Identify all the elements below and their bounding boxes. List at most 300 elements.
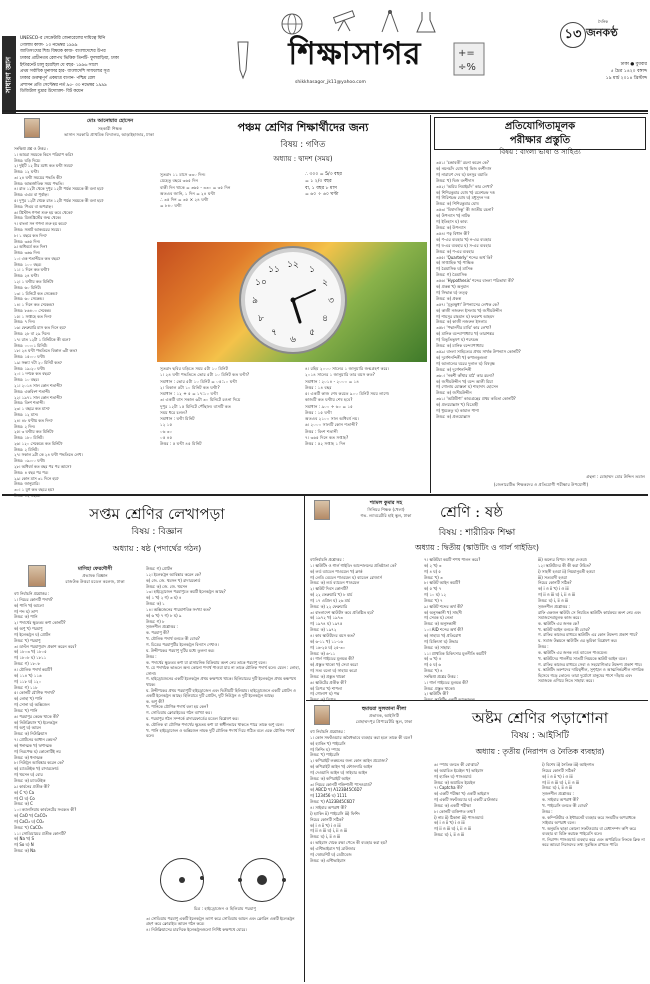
text-line: ক) শিশিরকুমার ঘোষ খ) রমেশচন্দ্র দত্ত — [436, 189, 495, 195]
text-line: উত্তর: ক) C — [14, 801, 33, 807]
section-chapter: অধ্যায় : দ্বিতীয় (স্কাউটিং ও গার্ল গাইডিং) — [415, 543, 539, 552]
competitive-column — [436, 160, 644, 420]
text-line: ক. সাইবার অপরাধ কী? — [542, 797, 579, 803]
text-line: = ৬০ ÷ ৬০ ঘণ্টা — [305, 192, 339, 198]
text-line: ৭। বাংলা সন গণনা শুরু হয় কবে? — [14, 221, 67, 227]
text-line: ৯। কার্বনের প্রতীক কী? — [14, 783, 50, 789]
text-line: ৪। সাইবার অপরাধ কী? — [310, 804, 347, 810]
text-line: গ) ৪ ঘ) ৫ — [424, 568, 441, 574]
class7-col2 — [146, 566, 300, 739]
section-tag: সাধারণ জ্ঞান — [2, 36, 16, 114]
text-line: উত্তর: ৩৬৫ দিন। — [14, 238, 41, 244]
text-line: উত্তর: ঘ) i, ii ও iii — [434, 832, 465, 838]
text-line: উত্তর: ক) ১ — [146, 601, 165, 607]
svg-text:÷%: ÷% — [458, 62, 476, 73]
text-line: উত্তর: ক) উপন্যাস — [436, 224, 466, 230]
text-line: ৫। একটি কাজ শেষ করতে ৯০০ মিনিট সময় লাগে। — [305, 391, 390, 397]
svg-text:৫: ৫ — [309, 328, 315, 338]
author-photo — [24, 118, 40, 138]
text-line: উত্তর: ১০ বছর। — [14, 377, 39, 383]
text-line: খ. মৌলিক পদার্থ বলতে কী বোঝ? — [146, 636, 200, 642]
text-line: ৪। কাব স্কাউটদের বয়স কত? — [310, 632, 355, 638]
text-line: উত্তর: ক) শিশিরকুমার ঘোষ — [436, 201, 479, 207]
credit-line: গ্রন্থনা : মোহাম্মদ মোর উদ্দিন তমাল — [586, 474, 645, 479]
text-line: ক) লোহা খ) পানি — [14, 696, 43, 702]
text-line: ২। বিকাল ৫টা ১০ মিনিট কত ঘণ্টা? — [160, 384, 220, 390]
text-line: উত্তর: জানুয়ারি। — [14, 481, 40, 487]
class8-col1 — [310, 729, 430, 863]
text-line: দুপুর ১২টা ১৫ মিনিটে পৌঁছাল। বাসটি কত — [160, 403, 231, 409]
text-line: ১০। এক শতাব্দীতে কত বছর? — [14, 255, 61, 261]
text-line: গ) থমসন ঘ) বোর — [14, 772, 43, 778]
text-line: উত্তর: ২ দিন। — [14, 423, 36, 429]
text-line: উত্তর: ৭ দিন। — [14, 319, 36, 325]
text-line: ৩৫৯। বাংলা সাহিত্যের প্রথম সার্থক উপন্যাস কোনটি? — [436, 349, 521, 354]
text-line: i) নাম ii) ঠিকানা iii) পাসওয়ার্ড — [434, 814, 484, 820]
text-line: উত্তর: একবিংশ শতাব্দী। — [14, 388, 51, 394]
nucleus-icon — [179, 877, 185, 883]
text-line: ৩৫৮। 'পদ্মানদীর মাঝি' কার লেখা? — [436, 325, 492, 331]
text-line: ১। আমরা সময়কে কিসে পরিমাপ করি? — [14, 151, 74, 157]
author-name: হুমায়রা সুলতানা নীলা — [361, 706, 407, 712]
brand-small: দৈনিক — [598, 19, 609, 24]
text-line: ক) কাজী নজরুল ইসলাম খ) জসীমউদ্দীন — [436, 307, 502, 313]
text-line: সমাধান : ২০১৪ - ২০০০ = ১৪ — [305, 378, 359, 384]
text-line: উত্তর: ক) ণ-এর ব্যবহার — [436, 248, 474, 254]
text-line: ২৫। ৩ ঘণ্টায় কত মিনিট? — [14, 429, 54, 435]
text-line: ৩৫৪। ণত্ব বিধান কী? — [436, 230, 470, 236]
section-chapter: অধ্যায় : তৃতীয় (নিরাপদ ও নৈতিক ব্যবহার) — [475, 747, 605, 756]
text-line: গ) সেবক ঘ) নেতা — [424, 615, 454, 621]
electron-icon — [282, 878, 286, 882]
text-line: ৬। স্কাউটের প্রতীক কী? — [310, 679, 347, 685]
text-line: ক) i ও ii খ) i ও iii — [434, 820, 465, 826]
text-line: ক) ৬-১১ খ) ১১-১৬ — [310, 638, 343, 644]
text-line: ২৭। সকাল ৯টা কে ২৪ ঘণ্টা পদ্ধতিতে লেখ। — [14, 452, 83, 458]
text-line: সময় ধরে চলল? — [160, 409, 188, 415]
class7-col1 — [14, 591, 142, 854]
text-line: উত্তর : — [538, 644, 549, 650]
text-line: গ) গোলাম মোস্তফা ঘ) শাহাদাৎ হোসেন — [436, 384, 499, 390]
text-line: গ. চিত্রের পরমাণুটির ইলেকট্রন বিন্যাস দেখাও। — [146, 641, 219, 647]
text-line: গ. রাফির কাজের মাধ্যমে স্কাউটিং এর কোন উদ্দেশ্য প্রকাশ পায়? — [538, 632, 638, 638]
nucleus-icon — [257, 875, 267, 885]
text-line: ক) অনুসন্ধানী খ) সাহসী — [424, 609, 462, 615]
text-line: ক) প্রকল্প খ) অনুমান — [436, 284, 469, 290]
svg-text:১০: ১০ — [255, 278, 267, 288]
text-line: ০৬ ৩০ — [160, 428, 173, 434]
text-line: ৩৬০। 'নকশী কাঁথার মাঠ' কার রচনা? — [436, 372, 495, 378]
text-line: বা, ১ বছর ৮ মাস — [305, 185, 337, 191]
text-line: উত্তর: ৬০ মিনিট। — [14, 284, 42, 290]
text-line: ২১। ২০১৪ সাল কোন শতাব্দী? — [14, 383, 63, 389]
text-line: উত্তর: ১২ ঘণ্টা। — [14, 169, 39, 175]
text-line: ১৪। ১ দিনে কত সেকেন্ড? — [14, 302, 55, 308]
svg-text:৪: ৪ — [322, 314, 328, 324]
text-line: i) বিশেষ ii) নৈতিক iii) আইনগত — [542, 762, 595, 767]
text-line: ৯। স্কাউট শব্দের অর্থ কী? — [424, 603, 463, 609]
text-line: ৩৬১। 'অগ্নিবীণা' কাব্যগ্রন্থের প্রথম কবিতা কোনটি? — [436, 396, 516, 402]
text-line: উত্তর: ক) অনুসন্ধানী — [424, 621, 457, 627]
text-line: উত্তর: খ) ৩ — [424, 574, 443, 580]
text-line: রাফি একজন স্কাউট। সে নিয়মিত স্কাউটিং কার্যক্রমে অংশ নেয় এবং সমাজসেবামূলক কাজ করে। — [538, 609, 641, 620]
svg-text:৭: ৭ — [271, 328, 277, 338]
text-line: ১৩। ১ মিনিটে কত সেকেন্ড? — [14, 290, 58, 296]
text-line: খ. যে পদার্থকে ভাঙলে অন্য কোনো পদার্থ পাওয়া যায় না তাকে মৌলিক পদার্থ বলে। যেমন : লোহা, সোনা। — [146, 665, 300, 676]
divider — [2, 494, 648, 496]
text-line: গ) ইতিহাস ঘ) কাব্য — [436, 219, 468, 225]
text-line: গ. হাইড্রোজেনের একটি ইলেকট্রন প্রথম কক্ষপথে থাকে। হিলিয়ামের দুটি ইলেকট্রন প্রথম কক্ষপথে থাকে। — [146, 676, 296, 687]
text-line: উত্তর : ১৫ ঘণ্টা — [305, 409, 332, 415]
text-line: ১। গার্ল গাইডের মূলমন্ত্র কী? — [424, 679, 469, 685]
text-line: ৫। ভাইরাস থেকে রক্ষা পেতে কী ব্যবহার করা হয়? — [310, 840, 388, 846]
text-line: ২। স্কাউট দিবস কোনটি? — [310, 586, 349, 592]
text-line: i) সাহসী হওয়া ii) নিয়মানুবর্তী হওয়া — [538, 568, 595, 574]
text-line: গ. রাফির কাজের মাধ্যমে সেবা ও সহযোগিতার উদ্দেশ্য প্রকাশ পায়। — [538, 661, 642, 667]
text-line: খ. পানিকে যৌগিক পদার্থ বলা হয় কেন? — [146, 704, 209, 710]
text-line: উত্তর: ২ মিনিট। — [14, 446, 39, 452]
header-notes — [20, 36, 250, 96]
text-line: ঘ. উদ্দীপকের পরমাণু দুটির মধ্যে তুলনা কর। — [146, 647, 215, 653]
text-line: ৩৫৭। 'মৃত্যুক্ষুধা' উপন্যাসের লেখক কে? — [436, 301, 500, 307]
text-line: অতএব জানি, ১ দিন = ২৪ ঘণ্টা — [160, 190, 216, 196]
clock-icon — [241, 248, 345, 352]
text-line: গ) 123456 ঘ) 1111 — [310, 793, 347, 799]
svg-text:৬: ৬ — [290, 335, 296, 345]
text-line: ক) জসীমউদ্দীন খ) বন্দে আলী মিয়া — [436, 378, 493, 384]
text-line: ৩। ডাল্টন পরমাণুবাদ প্রকাশ করেন কবে? — [14, 643, 77, 649]
text-line: ২৬। ১২০ সেকেন্ডে কত মিনিট? — [14, 440, 63, 446]
text-line: উত্তর: ক) প্রলয়োল্লাস — [436, 413, 471, 419]
text-line: উত্তর: গ) ১৮০৮ — [14, 661, 41, 667]
text-line: উত্তর: খ) CaCO₃ — [14, 824, 43, 830]
text-line: উত্তর: ২৪ ঘণ্টা। — [14, 273, 39, 279]
text-line: ২। কপিরাইট লঙ্ঘনের জন্য কোন আইন প্রযোজ্য? — [310, 758, 388, 764]
text-line: উত্তর: ঘড়ি দিয়ে। — [14, 157, 41, 163]
text-line: ঘ. উদ্দীপকের প্রথম পরমাণুটি হাইড্রোজেন এবং দ্বিতীয়টি হিলিয়াম। হাইড্রোজেনে একটি প্রোটন ও একটি ইলেকট্রন আছে। হিলিয়ামে দুটি প্রোটন, দুটি নিউট্রন ও দুটি ইলেকট্রন আছে। — [146, 687, 296, 698]
text-line: উত্তর: প্রস্তুত থাকো। — [424, 685, 456, 691]
text-line: নিচের কোনটি সঠিক? — [538, 580, 572, 586]
divider — [304, 496, 305, 982]
text-line: ১৭। রাত ১২টা ১ মিনিটকে কী বলে? — [14, 336, 71, 342]
text-line: উত্তর: পিএম বা অপরাহ্ন। — [14, 203, 53, 209]
text-line: উত্তর: খ) ৪ — [424, 668, 443, 674]
text-line: বহুনির্বাচনি প্রশ্নোত্তর : — [310, 557, 345, 562]
text-line: উত্তর: ক) প্রস্তুত থাকো — [310, 673, 346, 679]
section-heading: শ্রেণি : ষষ্ঠ — [440, 503, 503, 521]
text-line: উত্তর: ০৯:০০ ঘণ্টা। — [14, 458, 46, 464]
text-line: উত্তর: ক) ৬-১১ — [310, 650, 336, 656]
text-line: উত্তর: খ) পানি — [14, 707, 38, 713]
text-line: ১২। ১ ঘণ্টায় কত মিনিট? — [14, 278, 54, 284]
section-heading: পঞ্চম শ্রেণির শিক্ষার্থীদের জন্য — [237, 121, 369, 134]
text-line: উত্তর : — [542, 808, 553, 814]
text-line: কাজটি কত ঘণ্টায় শেষ হবে? — [305, 397, 353, 403]
text-line: উত্তর: ১৫:০০ ঘণ্টা। — [14, 354, 46, 360]
text-line: উত্তর: ক) এন্টিভাইরাস — [310, 857, 346, 863]
divider — [2, 110, 648, 112]
text-line: উত্তর: ক) অযাচিত ইমেইল — [434, 779, 476, 785]
text-line: সংক্ষিপ্ত প্রশ্ন ও উত্তর : — [14, 146, 49, 151]
text-line: ক) ১৯৭২ খ) ১৯৭৩ — [310, 615, 343, 621]
section-subject: বিষয় : গণিত — [280, 140, 326, 150]
text-line: ক. কম্পিউটার ও ইন্টারনেট ব্যবহার করে সংঘটিত অপরাধকে সাইবার অপরাধ বলে। — [542, 814, 636, 825]
svg-text:১২: ১২ — [287, 260, 299, 270]
text-line: ১০। AID শব্দের অর্থ কী? — [424, 627, 464, 633]
text-line: ৭। ৩৬৫ দিনে কত সপ্তাহ? — [305, 434, 349, 440]
text-line: সংক্ষিপ্ত প্রশ্নের উত্তর : — [424, 673, 459, 679]
heading-line: প্রতিযোগিতামূলক — [504, 121, 576, 132]
text-line: ১৫। ১ সপ্তাহে কত দিন? — [14, 313, 52, 319]
text-line: ক) সাহায্য খ) প্রতিরোধ — [424, 632, 461, 638]
math-symbols-icon — [453, 42, 485, 76]
author-role: প্রভাষক, আইসিটি — [369, 713, 399, 718]
section-heading — [434, 117, 646, 150]
note-line: ডিজিটাল মুদ্রার উদ্যোক্তা- বিট কয়েন — [20, 89, 84, 95]
text-line: ক) ৬ খ) ৭ গ) ৮ ঘ) ৯ — [146, 612, 182, 618]
text-line: ২০। ১ দশকে কত বছর? — [14, 371, 51, 377]
text-line: সুতরাং ছবির ঘড়িতে সময় ৫টা ১০ মিনিট — [160, 366, 228, 371]
text-line: গ) ১৬-২৫ ঘ) ২৫-৩০ — [310, 644, 346, 650]
text-line: উত্তর: ৪ বছর পর পর। — [14, 469, 49, 475]
text-line: ৩। একটি বাস সকাল ৬টা ৩০ মিনিটে রওনা দিয়ে — [160, 397, 241, 403]
note-line: ঢাকার গুরুত্বপূর্ণ একমাত্র বাগান- পশ্চিম রেল — [20, 75, 95, 81]
author-photo — [314, 500, 330, 520]
text-line: ২। দুইটি ১২ টার মধ্যে কত ঘণ্টা সময়? — [14, 163, 73, 169]
text-line: ০৫ ৪৫ — [160, 434, 173, 440]
text-line: ৩। সোডিয়াম পরমাণু একটি ইলেকট্রন ত্যাগ করে সোডিয়াম আয়ন এবং ক্লোরিন একটি ইলেকট্রন গ্রহণ করে ক্লোরাইড আয়ন গঠন করে। — [146, 916, 295, 927]
text-line: ৪। নিউক্লিয়াসের চারদিকে ইলেকট্রনগুলো নির্দিষ্ট কক্ষপথে ঘোরে। — [146, 927, 247, 933]
divider — [2, 113, 648, 114]
text-line: = ৮৪০ ঘণ্টা — [160, 203, 182, 209]
text-line: ৮। কোনটি ব্যক্তিগত তথ্য? — [434, 808, 476, 814]
text-line: গ) ষ-এর ব্যবহার ঘ) স-এর ব্যবহার — [436, 242, 491, 248]
text-line: ২। স্কাউটিং কী? — [424, 691, 449, 697]
note-line: গোলাম কাফা- ১০ নভেম্বর ১৯৯৯ — [20, 42, 78, 48]
text-line: ক) অণু খ) পরমাণু — [14, 626, 43, 632]
text-line: গ) শব্দ ঘ) তাপ — [14, 608, 38, 614]
text-line: অতএব ২১০০ সাল অধিবর্ষ নয়। — [305, 416, 359, 422]
text-line: ৮। ১ বছরে কত দিন? — [14, 232, 47, 238]
author-photo — [314, 705, 330, 725]
class5-mid-top — [160, 172, 290, 210]
author-photo — [28, 565, 46, 587]
svg-text:৩: ৩ — [328, 296, 334, 306]
text-line: ক) দুর্গেশনন্দিনী খ) কপালকুণ্ডলা — [436, 354, 488, 360]
text-line: যেহেতু বছরে ৩৬৫ দিন — [160, 178, 199, 184]
text-line: ১। কোন সফটওয়্যার অবৈধভাবে ব্যবহার করা হলে তাকে কী বলে? — [310, 734, 413, 740]
text-line: সৃজনশীল প্রশ্নোত্তর : — [538, 603, 570, 609]
text-line: ঘ. স্কাউটিং তরুণদের দায়িত্বশীল, সুশৃঙ্খল ও আত্মনির্ভরশীল নাগরিক হিসেবে গড়ে তোলে। তারা দুর্যোগে মানুষের পাশে দাঁড়ায় এবং সমাজকে এগিয়ে নিতে সাহায্য করে। — [538, 667, 644, 683]
text-line: ক) ৫ খ) ৭ — [424, 586, 442, 592]
footnote: (জেনারেটিভ শিক্ষকদের ও প্রতিযোগী পরীক্ষার উপযোগী) — [493, 482, 589, 487]
text-line: ক) প্রস্তুত থাকো খ) সেবা করো — [310, 662, 358, 668]
text-line: ক) ১ খ) ২ গ) ৩ ঘ) ৪ — [146, 595, 182, 601]
text-line: ক) চ্যাডউইক খ) রাদারফোর্ড — [14, 766, 59, 772]
text-line: উত্তর: ক) ধনাত্মক — [14, 754, 43, 760]
text-line: উত্তর: ১২ মাস। — [14, 411, 39, 417]
class6-col1 — [310, 557, 420, 703]
text-line: ৪। রহিম ২০০০ সালের ১ জানুয়ারি জন্মগ্রহণ করে। — [305, 366, 390, 371]
text-line: উত্তর: ৩৬৬ দিন। — [14, 250, 41, 256]
text-line: সমাধান : ১২ + ৫ = ১৭:১০ ঘণ্টা — [160, 391, 218, 397]
svg-text:১: ১ — [309, 265, 315, 275]
divider — [430, 115, 431, 493]
text-line: গ) ইলেকট্রন ঘ) প্রোটন — [14, 631, 51, 637]
text-line: ক. মৌলিক বা যৌগিক পদার্থের ক্ষুদ্রতম কণা যা স্বাধীনভাবে থাকতে পারে তাকে অণু বলে। — [146, 722, 284, 727]
author-name: মাসিহা ফেরদৌসী — [77, 566, 112, 572]
text-line: ∴ ৩৫ দিন = ৩৫ × ২৪ ঘণ্টা — [160, 197, 209, 203]
text-line: ৭। স্কাউটরা কয়টি শপথ পালন করে? — [424, 557, 481, 562]
text-line: ৫। দুপুর ১২টা থেকে রাত ১২টা পর্যন্ত সময়কে কী বলা হয়? — [14, 198, 104, 204]
text-line: ১৯। সন্ধ্যা ৭টা ২০ মিনিট কত? — [14, 359, 62, 365]
text-line: গ) লেডি বেডেন পাওয়েল ঘ) ব্যাডেন রোজার্স — [310, 574, 382, 580]
author-school: মোহাম্মদপুর প্রিপারেটরি স্কুল, ঢাকা — [355, 719, 413, 724]
section-chapter: অধ্যায় : দ্বাদশ (সময়) — [273, 155, 333, 163]
class5-left-column — [14, 146, 154, 499]
text-line: ১৩। হাইড্রোজেন পরমাণুতে কয়টি ইলেকট্রন আছে? — [146, 589, 226, 595]
date-bengali: ৫ চৈত্র ১৪২০ বঙ্গাব্দ — [610, 68, 647, 74]
section-subject: বিষয় : আইসিটি — [511, 731, 569, 741]
note-line: প্রশাসন প্রতি সেপ্টেম্বর নর্ত ৯৫- ৩০ নভেম্বর ১৯৯৯ — [20, 82, 107, 88]
author-school: গভ. ল্যাবরেটরি হাই স্কুল, ঢাকা — [360, 513, 412, 518]
text-line: গ) ১৭ এপ্রিল ঘ) ২৬ মার্চ — [310, 597, 351, 603]
text-line: ঘ. সমাজ উন্নয়নে স্কাউটিং এর ভূমিকা বিশ্লেষণ কর। — [538, 638, 618, 644]
text-line: উত্তর: খ) পরমাণু — [14, 637, 41, 643]
text-line: ১৮। ২৪ ঘণ্টা পদ্ধতিতে বিকাল ৩টা কত? — [14, 348, 78, 354]
text-line: উত্তর: ক) জে. জে. থমসন — [146, 583, 188, 589]
text-line: উত্তর: ১৯:২০ ঘণ্টা। — [14, 365, 46, 371]
beaker-icon — [415, 10, 437, 34]
text-line: ক) অযাচিত ইমেইল খ) ভাইরাস — [434, 767, 484, 773]
text-line: ১২ ১৫ — [160, 422, 173, 428]
text-line: উত্তর: ক) Na — [14, 848, 36, 854]
text-line: ৩৫২। 'অমিয় নিমাইচাঁদ' কার লেখা? — [436, 183, 493, 189]
text-line: ৫। কোনটি যৌগিক পদার্থ? — [14, 690, 55, 696]
text-line: উত্তর: যিশুখ্রিস্টের জন্ম থেকে। — [14, 215, 62, 221]
text-line: ২৮। অধিবর্ষ কত বছর পর পর আসে? — [14, 463, 72, 469]
author-role: সিনিয়র শিক্ষক (খেলা) — [367, 507, 405, 512]
text-line: উত্তর: বিংশ শতাব্দী। — [14, 400, 45, 406]
text-line: ২। পদার্থের ক্ষুদ্রতম কণা কোনটি? — [14, 620, 66, 626]
text-line: উত্তর: ক) লর্ড ব্যাডেন পাওয়েল — [310, 580, 360, 586]
masthead-title: শিক্ষাসাগর — [288, 36, 422, 72]
text-line: ক. পরমাণু কী? — [146, 630, 170, 636]
text-line: ১৬। ফেব্রুয়ারি মাস কত দিনে হয়? — [14, 325, 66, 331]
text-line: উত্তর: ক) ১৯৭২ — [310, 627, 337, 633]
text-line: উত্তর: ১০০ বছর। — [14, 261, 42, 267]
text-line: ঘ. পরমাণুর গঠন সম্পর্কে রাদারফোর্ডের মডেল বিশ্লেষণ কর। — [146, 716, 239, 722]
text-line: উত্তর: ক) কাজী নজরুল ইসলাম — [436, 319, 487, 325]
text-line: ক) লর্ড ব্যাডেন পাওয়েল খ) ক্লার্ক — [310, 568, 363, 574]
text-line: ৬। ২০০০ সালটি কোন শতাব্দী? — [305, 422, 358, 428]
text-line: ৮। স্কাউট আইন কয়টি? — [424, 580, 461, 586]
text-line: সমাধান : ঘণ্টা মিনিট — [160, 416, 195, 422]
text-line: উত্তর : বিংশ শতাব্দী — [305, 428, 338, 434]
text-line: সমাধান : ভোর ৫টা ১০ মিনিট = ০৫:১০ ঘণ্টা — [160, 378, 237, 384]
text-line: ১। ২৪ ঘণ্টা পদ্ধতিতে ভোর ৫টা ১০ মিনিট কত ঘণ্টা? — [160, 372, 250, 378]
heading-line: পরীক্ষার প্রস্তুতি — [509, 134, 571, 146]
note-line: ঢাকার প্রাচীনতম রেলপথ ভিত্তিক তিনটি- ফুলবাড়িয়া, ঢাকা — [20, 55, 119, 61]
class5-mid-bottom — [160, 366, 300, 447]
text-line: গ) চিকিৎসা ঘ) উদ্ধার — [424, 638, 459, 644]
text-line: ক) ২ খ) ৩ — [424, 562, 442, 568]
text-line: উত্তর: ৮৬৪০০ সেকেন্ড। — [14, 307, 52, 313]
date-block — [583, 62, 647, 82]
compass-icon — [378, 8, 402, 34]
clock-illustration — [157, 242, 427, 362]
section-subject: বিষয় : বাংলা ভাষা ও সাহিত্য — [499, 148, 581, 156]
text-line: ক) একটি পরীক্ষা খ) একটি ভাইরাস — [434, 791, 490, 797]
text-line: উত্তর: খ) পাইরেসি — [310, 752, 340, 758]
text-line: নিচের কোনটি সঠিক? — [542, 767, 576, 773]
text-line: ১১। ১ দিনে কত ঘণ্টা? — [14, 267, 50, 273]
text-line: ৩। বাংলাদেশ স্কাউটস কবে প্রতিষ্ঠিত হয়? — [310, 609, 374, 615]
text-line: খ. পানি হাইড্রোজেন ও অক্সিজেন নামক দুটি মৌলিক পদার্থ দিয়ে গঠিত বলে একে যৌগিক পদার্থ বলে। — [146, 727, 295, 739]
text-line: ৩০। ১ যুগ কত বছরে হয়? — [14, 487, 55, 493]
text-line: গ) ১৯৭৪ ঘ) ১৯৭৫ — [310, 621, 343, 627]
class6-col3 — [538, 557, 646, 684]
text-line: ৬। খ্রিস্টাব্দ গণনা শুরু হয় কবে থেকে? — [14, 209, 73, 215]
text-line: গ) সত্য বলো ঘ) সাহায্য করো — [310, 668, 357, 674]
text-line: গ) বিভূতিভূষণ ঘ) শরৎচন্দ্র — [436, 337, 479, 343]
text-line: উত্তর: গ) ৮ — [146, 618, 165, 624]
text-line: ৫। গার্ল গাইডের মূলমন্ত্র কী? — [310, 656, 355, 662]
text-line: গ. নিরাপদ পাসওয়ার্ড ব্যবহার করে এবং অপরিচিত লিংকে ক্লিক না করে আমরা নিজেদের তথ্য সুরক্ষিত রাখতে পারি। — [542, 836, 645, 848]
text-line: ক) হ্যাকিং খ) পাইরেসি — [310, 740, 346, 746]
text-line: গ) ১০ ঘ) ১২ — [424, 592, 447, 598]
text-line: ১০। ক্যালসিয়াম কার্বনেটের সংকেত কী? — [14, 807, 77, 813]
text-line: উত্তর: ৬০ সেকেন্ড। — [14, 296, 44, 302]
text-line: গ) ii ও iii ঘ) i, ii ও iii — [434, 826, 472, 832]
text-line: ক) CaO খ) CaCO₃ — [14, 813, 48, 819]
text-line: উত্তর: ক) পানি — [14, 614, 38, 620]
text-line: ক) কপিরাইট আইন খ) ফৌজদারি আইন — [310, 764, 373, 770]
text-line: ক. অণু কী? — [146, 698, 165, 704]
text-line: উত্তর: ঘ) i, ii ও iii — [310, 834, 341, 840]
text-line: গ) CaCl₂ ঘ) CO₂ — [14, 818, 44, 824]
text-line: উত্তর: ক) সাহায্য — [424, 644, 451, 650]
text-line: ক) ABCD খ) A123B45C6D7 — [310, 787, 362, 793]
text-line: ৯। অধিবর্ষে কত দিন? — [14, 244, 48, 250]
electron-icon — [238, 878, 242, 882]
text-line: গ) ৫ ঘ) ৬ — [424, 662, 441, 668]
globe-icon — [280, 12, 304, 36]
text-line: উত্তর: খ) ৭ — [424, 597, 443, 603]
text-line: উত্তর: সম্রাট আকবরের সময়ে। — [14, 226, 61, 232]
text-line: ৩৫৫। 'Quarterly' শব্দের অর্থ কি? — [436, 254, 493, 260]
text-line: ৩৫৩। 'বিষাদসিন্ধু' কী জাতীয় রচনা? — [436, 207, 494, 213]
text-line: গ) নিরপেক্ষ ঘ) কোনোটিই নয় — [14, 748, 61, 754]
text-line: ক) Na খ) S — [14, 836, 35, 842]
text-line: ক. স্কাউটিং এর জনক লর্ড ব্যাডেন পাওয়েল। — [538, 649, 608, 655]
telescope-icon — [330, 8, 360, 32]
text-line: ক) জে. জে. থমসন খ) রাদারফোর্ড — [146, 577, 201, 583]
text-line: ক) i ও ii খ) i ও iii — [538, 586, 569, 592]
text-line: উত্তর : ৫২ সপ্তাহ ১ দিন — [305, 441, 346, 447]
text-line: ক) নয়নচাঁদ ঘোষ খ) দ্বিজ বংশীদাস — [436, 165, 492, 171]
text-line: উত্তর: ঘ) i, ii ও iii — [542, 785, 573, 791]
text-line: উত্তর : ১৪ বছর — [305, 384, 332, 390]
text-line: ২২। ১৯৭১ সাল কোন শতাব্দী? — [14, 394, 63, 400]
text-line: উত্তর: ক) দুর্গেশনন্দিনী — [436, 366, 472, 372]
text-line: উত্তর: খ) A123B45C6D7 — [310, 799, 355, 805]
text-line: গ) ফিশিং ঘ) স্প্যাম — [310, 746, 340, 752]
text-line: গ) হ্যাকিং ঘ) পাসওয়ার্ড — [434, 773, 472, 779]
text-line: ক. স্কাউটিং এর জনক কে? — [538, 620, 580, 626]
section-heading: অষ্টম শ্রেণির পড়াশোনা — [471, 709, 609, 727]
newspaper-brand: জনকণ্ঠ — [586, 26, 618, 39]
